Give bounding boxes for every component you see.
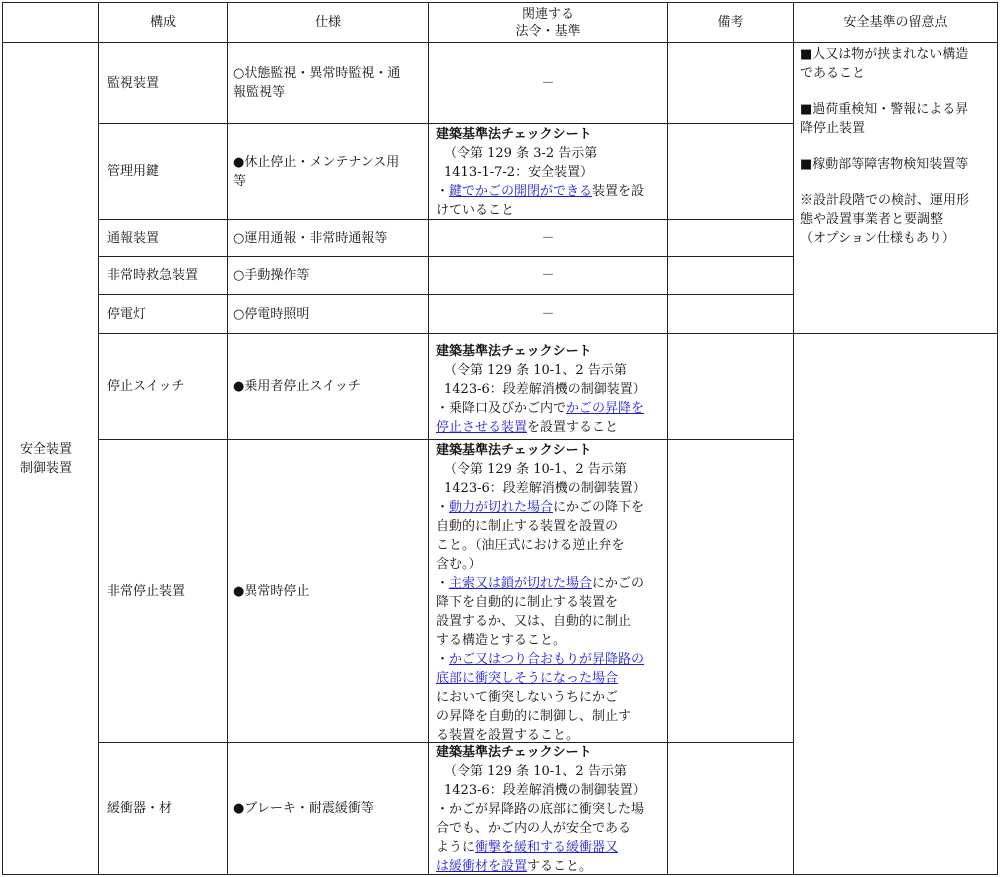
header-spec: 仕様 — [314, 15, 341, 30]
header-structure: 構成 — [149, 15, 176, 30]
table-border-left — [2, 2, 3, 875]
header-safety-notes: 安全基準の留意点 — [843, 15, 948, 30]
column-divider — [667, 2, 668, 875]
row-spec: ●ブレーキ・耐震緩衝等 — [233, 801, 374, 816]
row-spec: ●乗用者停止スイッチ — [233, 379, 361, 394]
row-law — [436, 342, 664, 437]
law-requirement: ・鍵でかごの開閉ができる装置を設 けていること — [436, 184, 645, 218]
column-divider — [98, 2, 99, 875]
column-divider — [793, 2, 794, 875]
header-law-line1: 関連する — [521, 6, 574, 22]
law-requirement: ・乗降口及びかご内でかごの昇降を 停止させる装置を設置すること — [436, 401, 645, 435]
row-name: 緩衝器・材 — [107, 801, 173, 816]
column-divider — [428, 2, 429, 875]
header-law — [429, 3, 667, 42]
row-spec: ●休止停止・メンテナンス用 等 — [233, 154, 400, 189]
row-name: 管理用鍵 — [107, 164, 160, 179]
category-label — [20, 440, 96, 478]
column-divider — [227, 2, 228, 875]
row-law-dash: － — [541, 230, 555, 246]
header-remarks: 備考 — [717, 15, 744, 30]
row-spec: ○停電時照明 — [233, 306, 310, 322]
row-spec: ○手動操作等 — [233, 268, 310, 283]
law-title: 建築基準法チェックシート — [436, 344, 592, 359]
table-border-right — [997, 2, 998, 875]
row-name: 非常時救急装置 — [107, 268, 199, 283]
row-spec: ○状態監視・異常時監視・通 報監視等 — [233, 66, 401, 100]
row-name: 監視装置 — [107, 75, 160, 91]
law-reference: （令第 129 条 10-1、2 告示第 1423-6：段差解消機の制御装置） — [444, 764, 646, 798]
safety-note: ■稼動部等障害物検知装置等 — [800, 157, 969, 172]
law-reference: （令第 129 条 10-1、2 告示第 1423-6：段差解消機の制御装置） — [444, 363, 646, 397]
safety-note: ■人又は物が挟まれない構造 であること — [800, 47, 969, 81]
category-line1: 安全装置 — [20, 442, 73, 457]
law-link[interactable]: 鍵でかごの開閉ができる — [449, 184, 593, 199]
law-requirement: ・かごが昇降路の底部に衝突した場 合でも、かご内の人が安全である ように衝撃を緩和する緩衝器又 は緩衝材を設置すること。 — [436, 802, 645, 874]
row-name: 非常停止装置 — [107, 583, 186, 599]
safety-note: ※設計段階での検討、運用形 態や設置事業者と要調整 （オプション仕様もあり） — [800, 193, 970, 246]
law-title: 建築基準法チェックシート — [436, 443, 592, 458]
law-title: 建築基準法チェックシート — [436, 127, 592, 142]
row-law — [436, 743, 664, 876]
law-requirement: ・主索又は鎖が切れた場合にかごの 降下を自動的に制止する装置を 設置するか、又は、自動的に制止 する構造とすること。 — [436, 576, 645, 648]
row-law-dash: － — [541, 268, 555, 283]
law-reference: （令第 129 条 10-1、2 告示第 1423-6：段差解消機の制御装置） — [444, 462, 646, 496]
law-link[interactable]: かごの昇降を 停止させる装置 — [436, 401, 645, 435]
row-name: 通報装置 — [107, 230, 160, 246]
law-title: 建築基準法チェックシート — [436, 745, 592, 760]
law-link[interactable]: 動力が切れた場合 — [449, 500, 554, 515]
header-law-line2: 法令・基準 — [515, 23, 581, 39]
row-law — [436, 125, 664, 220]
law-link[interactable]: 衝撃を緩和する緩衝器又 は緩衝材を設置 — [436, 840, 619, 874]
row-name: 停電灯 — [107, 306, 147, 322]
row-law — [436, 441, 664, 745]
row-spec: ●異常時停止 — [233, 583, 310, 599]
law-requirement: ・かご又はつり合おもりが昇降路の 底部に衝突しそうになった場合 において衝突しないうちにかご の昇降を自動的に制御し、制止す る装置を設置すること。 — [436, 652, 645, 743]
law-requirement: ・動力が切れた場合にかごの降下を 自動的に制止する装置を設置の こと。（油圧式における逆止弁を 含む。） — [436, 500, 645, 572]
row-name: 停止スイッチ — [107, 379, 185, 394]
category-line2: 制御装置 — [20, 461, 73, 476]
law-reference: （令第 129 条 3-2 告示第 1413-1-7-2：安全装置） — [444, 146, 598, 180]
safety-note: ■過荷重検知・警報による昇 降停止装置 — [800, 102, 969, 136]
row-spec: ○運用通報・非常時通報等 — [233, 230, 388, 246]
row-law-dash: － — [541, 75, 555, 91]
safety-notes — [800, 45, 995, 248]
law-link[interactable]: 主索又は鎖が切れた場合 — [449, 576, 593, 591]
law-link[interactable]: かご又はつり合おもりが昇降路の 底部に衝突しそうになった場合 — [436, 652, 645, 686]
row-law-dash: － — [541, 306, 555, 322]
